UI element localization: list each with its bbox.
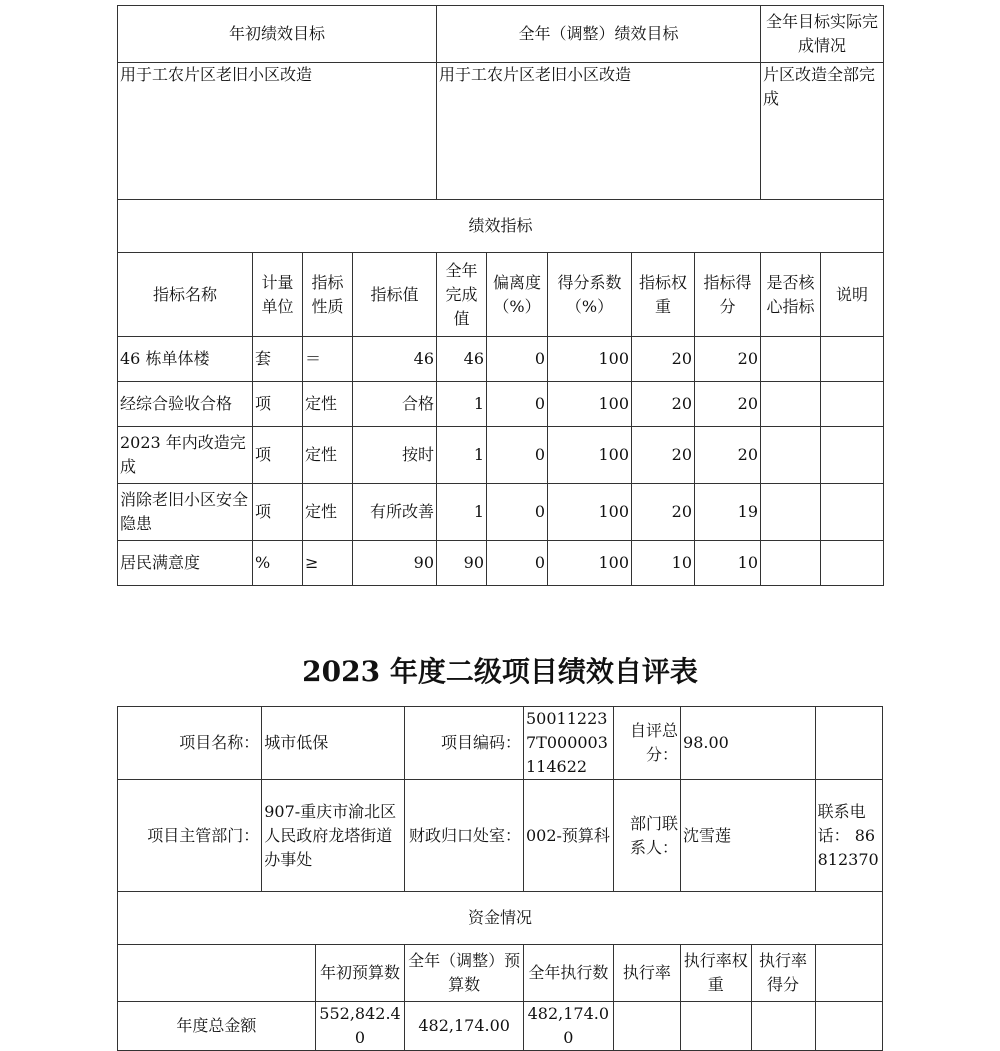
total-adjusted-budget: 482,174.00 [405,1002,524,1051]
execution-rate [613,1002,680,1051]
execution-rate-weight [681,1002,752,1051]
indicator-deviation: 0 [487,382,548,427]
col-header: 年初预算数 [315,945,405,1002]
indicator-completed: 1 [437,484,487,541]
indicator-nature: 定性 [303,382,353,427]
col-header: 说明 [821,253,884,337]
indicator-completed: 46 [437,337,487,382]
indicator-score: 19 [695,484,761,541]
col-header: 执行率 [613,945,680,1002]
indicator-value: 有所改善 [353,484,437,541]
contact-value: 沈雪莲 [681,780,816,892]
indicator-unit: % [253,541,303,586]
phone-label: 联系电话： [817,801,866,845]
project-name-value: 城市低保 [262,707,405,780]
phone-value: 86812370 [817,825,879,869]
table-row [118,1002,883,1051]
indicator-coefficient: 100 [548,427,632,484]
indicator-core [761,427,821,484]
col-header: 指标权重 [632,253,695,337]
finance-value: 002-预算科 [523,780,613,892]
indicator-weight: 20 [632,337,695,382]
indicator-note [821,337,884,382]
goal-initial-text: 用于工农片区老旧小区改造 [118,63,437,200]
goal-adjusted-header: 全年（调整）绩效目标 [437,6,761,63]
indicator-value: 90 [353,541,437,586]
col-header: 全年完成值 [437,253,487,337]
indicator-core [761,337,821,382]
indicator-value: 按时 [353,427,437,484]
indicator-score: 20 [695,427,761,484]
dept-label: 项目主管部门： [118,780,262,892]
indicator-name: 居民满意度 [118,541,253,586]
indicator-nature: ＝ [303,337,353,382]
indicator-core [761,541,821,586]
finance-label: 财政归口处室： [405,780,524,892]
indicator-nature: 定性 [303,427,353,484]
indicator-name: 消除老旧小区安全隐患 [118,484,253,541]
indicator-deviation: 0 [487,484,548,541]
col-header: 指标值 [353,253,437,337]
execution-rate-score [751,1002,815,1051]
col-header: 指标得分 [695,253,761,337]
indicator-completed: 1 [437,427,487,484]
indicator-unit: 项 [253,427,303,484]
empty-cell [815,707,882,780]
total-initial-budget: 552,842.40 [315,1002,405,1051]
table-row [118,427,884,484]
indicator-unit: 套 [253,337,303,382]
indicator-weight: 20 [632,427,695,484]
col-header: 指标性质 [303,253,353,337]
project-self-evaluation-table [117,706,883,1051]
col-header: 偏离度（%） [487,253,548,337]
indicator-unit: 项 [253,484,303,541]
col-header: 执行率权重 [681,945,752,1002]
goal-adjusted-text: 用于工农片区老旧小区改造 [437,63,761,200]
indicators-header-row [118,253,884,337]
col-header: 是否核心指标 [761,253,821,337]
contact-label: 部门联系人： [613,780,680,892]
indicator-deviation: 0 [487,541,548,586]
page-title: 2023 年度二级项目绩效自评表 [302,655,698,688]
indicator-note [821,427,884,484]
indicator-score: 10 [695,541,761,586]
indicator-weight: 20 [632,382,695,427]
funds-header-row [118,945,883,1002]
project-code-value: 500112237T000003114622 [523,707,613,780]
table-row [118,484,884,541]
empty-cell [815,945,882,1002]
indicator-coefficient: 100 [548,484,632,541]
indicator-coefficient: 100 [548,382,632,427]
total-executed: 482,174.00 [523,1002,613,1051]
col-header: 得分系数（%） [548,253,632,337]
indicator-name: 2023 年内改造完成 [118,427,253,484]
table-row [118,541,884,586]
goal-initial-header: 年初绩效目标 [118,6,437,63]
indicator-value: 46 [353,337,437,382]
dept-value: 907-重庆市渝北区人民政府龙塔街道办事处 [262,780,405,892]
indicator-name: 46 栋单体楼 [118,337,253,382]
indicator-note [821,382,884,427]
indicator-coefficient: 100 [548,541,632,586]
indicator-completed: 90 [437,541,487,586]
empty-cell [815,1002,882,1051]
indicator-deviation: 0 [487,427,548,484]
phone-cell [815,780,882,892]
project-name-label: 项目名称： [118,707,262,780]
indicator-unit: 项 [253,382,303,427]
indicator-core [761,382,821,427]
indicator-weight: 10 [632,541,695,586]
indicator-coefficient: 100 [548,337,632,382]
indicator-name: 经综合验收合格 [118,382,253,427]
col-header: 计量单位 [253,253,303,337]
indicator-score: 20 [695,382,761,427]
table-row [118,337,884,382]
indicators-section-title: 绩效指标 [118,200,884,253]
indicator-nature: ≥ [303,541,353,586]
empty-cell [118,945,316,1002]
indicator-weight: 20 [632,484,695,541]
project-code-label: 项目编码： [405,707,524,780]
col-header: 全年（调整）预算数 [405,945,524,1002]
indicator-value: 合格 [353,382,437,427]
indicator-nature: 定性 [303,484,353,541]
performance-goals-table [117,5,884,586]
indicator-score: 20 [695,337,761,382]
col-header: 执行率得分 [751,945,815,1002]
self-score-value: 98.00 [681,707,816,780]
self-score-label: 自评总分： [613,707,680,780]
col-header: 全年执行数 [523,945,613,1002]
funds-section-title: 资金情况 [118,892,883,945]
indicator-completed: 1 [437,382,487,427]
goal-actual-text: 片区改造全部完成 [761,63,884,200]
indicator-note [821,484,884,541]
total-label: 年度总金额 [118,1002,316,1051]
indicator-deviation: 0 [487,337,548,382]
indicator-note [821,541,884,586]
col-header: 指标名称 [118,253,253,337]
goal-actual-header: 全年目标实际完成情况 [761,6,884,63]
indicator-core [761,484,821,541]
table-row [118,382,884,427]
